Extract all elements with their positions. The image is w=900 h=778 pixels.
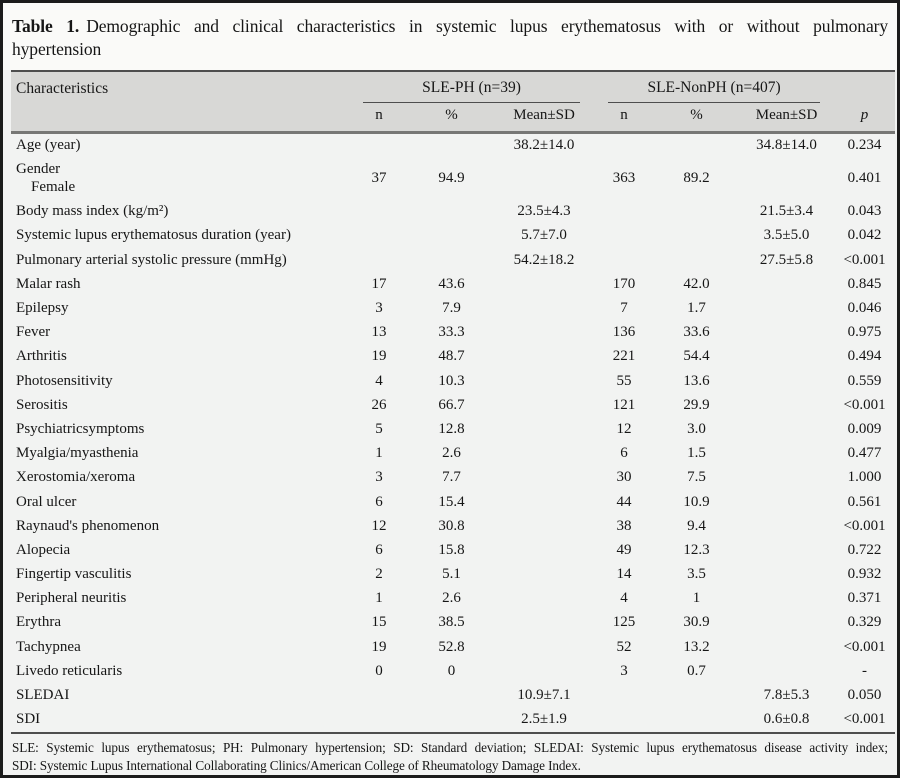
table-cell: 13.2 <box>683 638 710 655</box>
table-row <box>11 418 895 442</box>
table-cell <box>594 249 654 273</box>
table-cell <box>654 684 739 708</box>
table-cell: 7.8±5.3 <box>763 687 810 703</box>
table-cell <box>494 370 594 394</box>
column-header-characteristics: Characteristics <box>16 80 109 98</box>
table-cell: 27.5±5.8 <box>759 251 814 268</box>
table-cell <box>594 708 654 733</box>
row-label: Malar rash <box>16 275 81 292</box>
table-row <box>11 491 895 515</box>
table-cell: 7.7 <box>442 469 461 486</box>
table-cell: 6 <box>375 493 383 510</box>
row-label: Raynaud's phenomenon <box>16 517 160 534</box>
table-cell: 1.7 <box>687 300 706 316</box>
table-body <box>11 133 895 734</box>
table-cell <box>494 611 594 635</box>
table-cell <box>739 466 834 490</box>
table-cell: 0.234 <box>834 133 895 159</box>
table-cell: 89.2 <box>683 170 710 187</box>
table-cell: 15.4 <box>438 493 465 510</box>
table-cell: 0.494 <box>847 348 882 365</box>
column-header-p: p <box>860 107 869 124</box>
table-cell: 0.371 <box>847 590 882 607</box>
table-cell <box>494 394 594 418</box>
table-cell: 6 <box>620 445 628 462</box>
table-cell: 5 <box>375 420 383 437</box>
table-cell <box>494 442 594 466</box>
table-cell: 15 <box>371 614 387 631</box>
table-cell <box>494 345 594 369</box>
table-cell: 33.6 <box>683 324 710 341</box>
table-cell <box>739 660 834 684</box>
table-cell: 0.401 <box>847 170 882 187</box>
table-cell <box>594 224 654 248</box>
table-row <box>11 708 895 733</box>
table-cell: 38.5 <box>438 614 465 631</box>
table-row <box>11 563 895 587</box>
table-cell <box>349 249 409 273</box>
table-cell: - <box>862 662 868 679</box>
table-cell <box>409 708 494 733</box>
row-label: Photosensitivity <box>16 372 113 389</box>
table-cell: 13.6 <box>683 372 710 389</box>
table-row <box>11 158 895 200</box>
row-label: Systemic lupus erythematosus duration (year) <box>16 227 291 244</box>
table-cell: 0 <box>375 662 383 679</box>
table-caption-text: Demographic and clinical characteristics in systemic lupus erythematosus with or without pulmonary <box>86 16 888 36</box>
table-cell: <0.001 <box>843 638 886 655</box>
table-cell <box>494 587 594 611</box>
table-cell: 2.6 <box>442 590 461 607</box>
table-cell: 170 <box>612 275 636 292</box>
table-row <box>11 200 895 224</box>
column-header-meansd-nonph: Mean±SD <box>755 107 818 124</box>
table-cell <box>594 200 654 224</box>
table-cell <box>349 200 409 224</box>
table-cell: 0.042 <box>847 227 882 244</box>
table-cell <box>494 563 594 587</box>
table-cell: 0.6±0.8 <box>739 708 834 733</box>
table-cell: 221 <box>612 348 636 365</box>
table-cell: 3.5±5.0 <box>763 227 810 244</box>
table-cell <box>739 418 834 442</box>
table-cell: 2.6 <box>442 445 461 462</box>
table-cell: <0.001 <box>843 251 886 268</box>
row-label: Gender Female <box>16 161 76 196</box>
table-row <box>11 515 895 539</box>
table-row <box>11 394 895 418</box>
table-cell <box>494 491 594 515</box>
row-label: Epilepsy <box>16 300 69 316</box>
table-cell: 3.5 <box>687 566 706 583</box>
row-label: Fingertip vasculitis <box>16 566 132 583</box>
table-row <box>11 466 895 490</box>
table-cell <box>739 442 834 466</box>
table-cell <box>594 684 654 708</box>
row-label: Peripheral neuritis <box>16 590 127 607</box>
table-cell: <0.001 <box>843 396 886 413</box>
table-cell <box>739 394 834 418</box>
column-group-sle-nonph <box>594 71 834 103</box>
table-cell <box>739 321 834 345</box>
table-cell: 1 <box>692 590 701 607</box>
row-label: SDI <box>11 708 349 733</box>
table-cell <box>409 249 494 273</box>
table-cell: 19 <box>371 348 387 365</box>
column-group-sle-nonph-label: SLE-NonPH (n=407) <box>608 72 820 103</box>
table-cell: 0.559 <box>847 372 882 389</box>
table-cell: 5.7±7.0 <box>521 227 567 244</box>
table-cell: 52 <box>616 638 632 655</box>
table-cell: 2 <box>375 566 383 583</box>
table-cell: 4 <box>375 372 383 389</box>
row-label: Erythra <box>16 614 61 631</box>
table-cell: 121 <box>612 396 636 413</box>
table-cell: 4 <box>620 590 628 607</box>
table-cell: 34.8±14.0 <box>739 133 834 159</box>
row-label: Pulmonary arterial systolic pressure (mmHg) <box>16 251 287 268</box>
table-cell: 37 <box>371 170 387 187</box>
table-cell <box>409 224 494 248</box>
table-cell: 10.9 <box>683 493 710 510</box>
table-cell: 3 <box>620 662 628 679</box>
table-cell: 0.722 <box>847 541 882 558</box>
table-cell: 30.9 <box>683 614 710 631</box>
table-cell <box>494 466 594 490</box>
table-cell: 0.845 <box>847 275 882 292</box>
table-cell: 30.8 <box>438 517 465 534</box>
table-cell: 136 <box>612 324 636 341</box>
table-row <box>11 224 895 248</box>
table-cell: 0.932 <box>847 566 882 583</box>
table-cell <box>349 684 409 708</box>
table-row <box>11 684 895 708</box>
table-cell: 6 <box>375 541 383 558</box>
table-cell: 94.9 <box>438 170 465 187</box>
row-label: Oral ulcer <box>16 493 77 510</box>
table-row <box>11 587 895 611</box>
table-cell <box>654 133 739 159</box>
row-label: Xerostomia/xeroma <box>16 469 136 486</box>
table-cell: 12 <box>616 420 632 437</box>
column-group-sle-ph <box>349 71 594 103</box>
row-label: Arthritis <box>16 348 67 365</box>
table-cell: 49 <box>616 541 632 558</box>
table-cell: 0.329 <box>847 614 882 631</box>
table-cell <box>654 249 739 273</box>
row-sublabel: Female <box>31 179 76 196</box>
table-row <box>11 297 895 321</box>
table-cell: 1.000 <box>847 469 882 486</box>
column-header-pct-ph: % <box>445 107 458 124</box>
table-cell: 0.043 <box>847 203 882 220</box>
table-cell: 2.5±1.9 <box>494 708 594 733</box>
table-cell <box>739 370 834 394</box>
table-cell: 26 <box>371 396 387 413</box>
table-cell: 7 <box>620 300 628 316</box>
table-number: Table 1. <box>12 16 80 36</box>
table-cell: 363 <box>612 170 636 187</box>
table-cell: 23.5±4.3 <box>517 203 571 220</box>
table-cell: 7.5 <box>687 469 706 486</box>
column-header-meansd-ph: Mean±SD <box>513 107 575 124</box>
column-header-n-nonph: n <box>620 107 628 124</box>
table-cell <box>494 636 594 660</box>
column-group-sle-ph-label: SLE-PH (n=39) <box>363 72 580 103</box>
table-cell <box>654 224 739 248</box>
table-cell <box>739 158 834 200</box>
table-cell: 0.975 <box>847 324 882 341</box>
table-cell <box>494 297 594 321</box>
table-row <box>11 321 895 345</box>
table-cell: 33.3 <box>438 324 465 341</box>
table-cell: 17 <box>371 275 387 292</box>
table-cell: 1.5 <box>687 445 706 462</box>
table-row <box>11 370 895 394</box>
table-cell: 1 <box>375 445 383 462</box>
table-cell <box>654 200 739 224</box>
table-cell: 0 <box>447 662 456 679</box>
table-cell <box>494 158 594 200</box>
table-row <box>11 249 895 273</box>
table-cell <box>739 273 834 297</box>
table-cell: 9.4 <box>687 517 706 534</box>
table-row <box>11 345 895 369</box>
table-cell <box>739 563 834 587</box>
table-cell: 7.9 <box>442 300 461 316</box>
table-cell <box>409 200 494 224</box>
table-cell: 29.9 <box>683 396 710 413</box>
table-cell <box>349 133 409 159</box>
table-row <box>11 611 895 635</box>
characteristics-table <box>11 70 895 734</box>
table-cell: 43.6 <box>438 275 465 292</box>
table-header <box>11 71 895 133</box>
table-cell: 44 <box>616 493 632 510</box>
table-cell: 55 <box>616 372 632 389</box>
table-caption-line2: hypertension <box>12 39 102 60</box>
column-header-n-ph: n <box>375 107 383 124</box>
table-cell <box>739 297 834 321</box>
row-label: Psychiatricsymptoms <box>16 420 145 437</box>
table-cell: 38 <box>616 517 632 534</box>
table-cell: 13 <box>371 324 387 341</box>
table-cell: 1 <box>375 590 383 607</box>
table-cell: 10.3 <box>438 372 465 389</box>
table-cell: 48.7 <box>438 348 465 365</box>
table-cell: 0.561 <box>847 493 882 510</box>
table-cell: 15.8 <box>438 541 465 558</box>
table-row <box>11 660 895 684</box>
table-row <box>11 539 895 563</box>
table-cell <box>349 224 409 248</box>
row-label: SLEDAI <box>16 687 70 703</box>
row-label: Body mass index (kg/m²) <box>16 203 169 220</box>
table-cell <box>739 636 834 660</box>
table-cell: 0.477 <box>847 445 882 462</box>
table-cell: 54.2±18.2 <box>513 251 575 268</box>
table-cell <box>739 515 834 539</box>
table-cell: 125 <box>612 614 636 631</box>
table-cell: <0.001 <box>834 708 895 733</box>
table-cell <box>739 345 834 369</box>
row-label: Fever <box>16 324 51 341</box>
table-cell: 0.009 <box>847 420 882 437</box>
table-title-line1 <box>12 15 888 38</box>
table-cell <box>494 539 594 563</box>
table-cell <box>739 587 834 611</box>
table-cell <box>409 133 494 159</box>
row-label: Myalgia/myasthenia <box>16 445 139 462</box>
table-cell: 12 <box>371 517 387 534</box>
table-cell <box>409 684 494 708</box>
table-cell: 19 <box>371 638 387 655</box>
table-cell: 3 <box>375 469 383 486</box>
table-cell <box>494 418 594 442</box>
footnote-line1: SLE: Systemic lupus erythematosus; PH: Pulmonary hypertension; SD: Standard deviation; SLEDAI: Systemic lupus erythematosus disease activity index; <box>12 740 888 756</box>
column-header-pct-nonph: % <box>690 107 703 124</box>
table-cell <box>494 273 594 297</box>
table-cell: 10.9±7.1 <box>517 687 571 703</box>
table-cell <box>494 515 594 539</box>
table-cell: 12.8 <box>438 420 465 437</box>
table-cell <box>594 133 654 159</box>
table-cell: 38.2±14.0 <box>494 133 594 159</box>
table-row <box>11 133 895 159</box>
row-label: Age (year) <box>11 133 349 159</box>
table-cell <box>494 321 594 345</box>
table-cell <box>349 708 409 733</box>
table-title <box>3 3 897 70</box>
row-label: Livedo reticularis <box>16 662 123 679</box>
table-cell: 66.7 <box>438 396 465 413</box>
table-footnote <box>12 739 888 774</box>
table-cell: 3.0 <box>687 420 706 437</box>
table-row <box>11 273 895 297</box>
table-cell <box>654 708 739 733</box>
table-cell: 0.050 <box>847 687 882 703</box>
table-cell: 3 <box>375 300 383 316</box>
table-cell: 5.1 <box>442 566 461 583</box>
group-header-row <box>11 71 895 103</box>
table-cell <box>739 491 834 515</box>
table-cell: 42.0 <box>683 275 710 292</box>
table-cell: 12.3 <box>683 541 710 558</box>
row-label: Tachypnea <box>16 638 81 655</box>
table-cell: 30 <box>616 469 632 486</box>
table-cell <box>494 660 594 684</box>
table-cell: 0.046 <box>847 300 882 316</box>
table-cell: <0.001 <box>843 517 886 534</box>
row-label: Alopecia <box>16 541 71 558</box>
table-cell: 52.8 <box>438 638 465 655</box>
table-cell: 0.7 <box>687 662 706 679</box>
table-cell: 21.5±3.4 <box>759 203 814 220</box>
row-label: Serositis <box>16 396 68 413</box>
table-cell <box>739 611 834 635</box>
table-cell: 54.4 <box>683 348 710 365</box>
footnote-line2: SDI: Systemic Lupus International Collaborating Clinics/American College of Rheumatology Damage Index. <box>12 757 581 773</box>
table-cell <box>739 539 834 563</box>
table-row <box>11 636 895 660</box>
table-row <box>11 442 895 466</box>
table-cell: 14 <box>616 566 632 583</box>
